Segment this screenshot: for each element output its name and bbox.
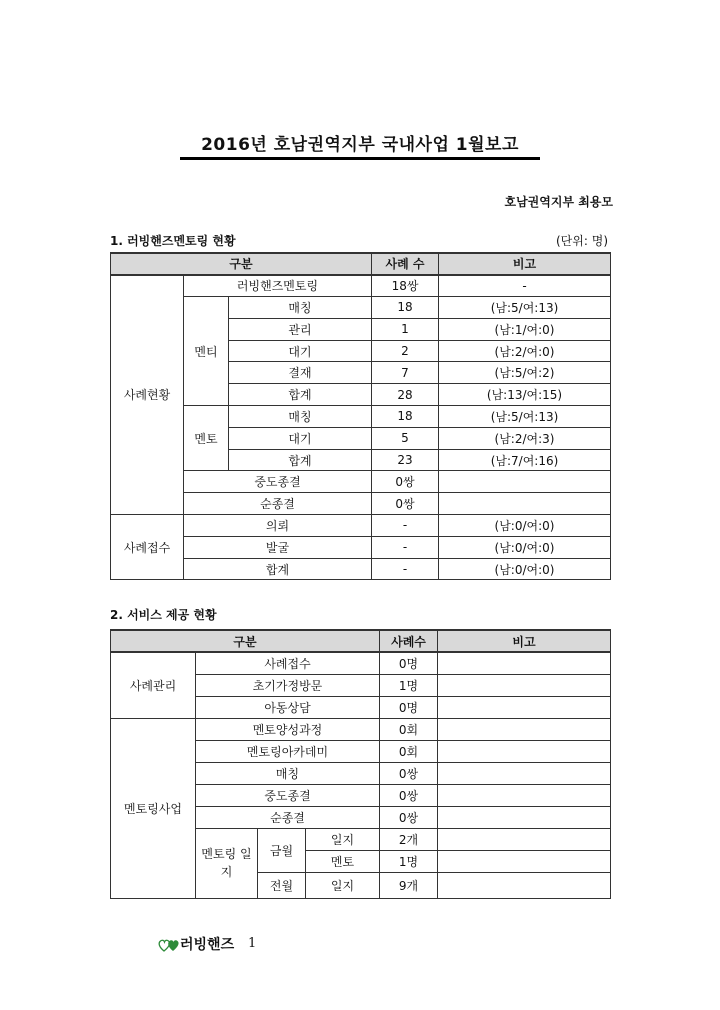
row-note: (남:5/여:2) bbox=[439, 362, 611, 384]
row-count: 2개 bbox=[380, 828, 438, 850]
row-label: 사례접수 bbox=[196, 652, 380, 674]
table-header-row bbox=[111, 630, 611, 652]
row-label: 관리 bbox=[229, 318, 372, 340]
table-row bbox=[111, 275, 611, 297]
row-note: (남:0/여:0) bbox=[439, 558, 611, 580]
table-row bbox=[111, 558, 611, 580]
row-count: 0회 bbox=[380, 718, 438, 740]
row-label: 중도종결 bbox=[184, 471, 372, 493]
row-label: 중도종결 bbox=[196, 784, 380, 806]
table-row bbox=[111, 493, 611, 515]
row-label: 발굴 bbox=[184, 536, 372, 558]
row-note bbox=[438, 740, 611, 762]
row-note bbox=[438, 718, 611, 740]
subgroup-journal: 멘토링 일지 bbox=[196, 828, 258, 898]
row-label: 러빙핸즈멘토링 bbox=[184, 275, 372, 297]
row-note: (남:0/여:0) bbox=[439, 536, 611, 558]
row-label: 결재 bbox=[229, 362, 372, 384]
row-label: 초기가정방문 bbox=[196, 674, 380, 696]
row-label: 순종결 bbox=[184, 493, 372, 515]
page-number: 1 bbox=[248, 936, 257, 951]
row-count: 28 bbox=[372, 384, 439, 406]
subgroup-mentor: 멘토 bbox=[184, 406, 229, 471]
row-count: 23 bbox=[372, 449, 439, 471]
row-count: 0쌍 bbox=[380, 806, 438, 828]
heart-hands-icon bbox=[158, 934, 180, 954]
row-count: 0쌍 bbox=[380, 762, 438, 784]
subgroup-this-month: 금월 bbox=[258, 828, 306, 872]
row-count: 0명 bbox=[380, 652, 438, 674]
subgroup-last-month: 전월 bbox=[258, 872, 306, 898]
row-count: 5 bbox=[372, 427, 439, 449]
row-label: 합계 bbox=[229, 384, 372, 406]
row-label: 일지 bbox=[306, 872, 380, 898]
row-note bbox=[438, 850, 611, 872]
row-note bbox=[439, 471, 611, 493]
row-count: - bbox=[372, 558, 439, 580]
row-count: 18 bbox=[372, 297, 439, 319]
row-count: 1명 bbox=[380, 850, 438, 872]
table-row bbox=[111, 536, 611, 558]
author-line: 호남권역지부 최용모 bbox=[504, 195, 613, 209]
subgroup-mentee: 멘티 bbox=[184, 297, 229, 406]
row-label: 멘토양성과정 bbox=[196, 718, 380, 740]
col-header-category: 구분 bbox=[111, 630, 380, 652]
group-case-status: 사례현황 bbox=[111, 275, 184, 515]
row-note bbox=[438, 806, 611, 828]
row-count: 0쌍 bbox=[380, 784, 438, 806]
table-row bbox=[111, 297, 611, 319]
row-count: 0쌍 bbox=[372, 493, 439, 515]
row-note: - bbox=[439, 275, 611, 297]
col-header-note: 비고 bbox=[439, 253, 611, 275]
title-underline bbox=[180, 157, 540, 160]
row-count: 1 bbox=[372, 318, 439, 340]
table-row bbox=[111, 406, 611, 428]
row-note bbox=[439, 493, 611, 515]
row-count: 9개 bbox=[380, 872, 438, 898]
row-label: 아동상담 bbox=[196, 696, 380, 718]
row-note bbox=[438, 828, 611, 850]
row-note bbox=[438, 674, 611, 696]
row-count: 7 bbox=[372, 362, 439, 384]
row-label: 합계 bbox=[229, 449, 372, 471]
col-header-category: 구분 bbox=[111, 253, 372, 275]
row-label: 합계 bbox=[184, 558, 372, 580]
row-count: 18 bbox=[372, 406, 439, 428]
table-header-row bbox=[111, 253, 611, 275]
row-count: 2 bbox=[372, 340, 439, 362]
row-label: 매칭 bbox=[229, 406, 372, 428]
row-note: (남:0/여:0) bbox=[439, 515, 611, 537]
row-count: 18쌍 bbox=[372, 275, 439, 297]
row-note: (남:2/여:0) bbox=[439, 340, 611, 362]
row-label: 매칭 bbox=[229, 297, 372, 319]
document-title: 2016년 호남권역지부 국내사업 1월보고 bbox=[201, 135, 519, 155]
col-header-count: 사례수 bbox=[380, 630, 438, 652]
row-note: (남:7/여:16) bbox=[439, 449, 611, 471]
table-row bbox=[111, 718, 611, 740]
section1-heading: 1. 러빙핸즈멘토링 현황 bbox=[110, 234, 236, 248]
row-note bbox=[438, 784, 611, 806]
mentoring-status-table bbox=[110, 252, 611, 580]
row-label: 멘토 bbox=[306, 850, 380, 872]
group-case-intake: 사례접수 bbox=[111, 515, 184, 580]
row-note: (남:5/여:13) bbox=[439, 297, 611, 319]
row-note: (남:2/여:3) bbox=[439, 427, 611, 449]
row-note: (남:5/여:13) bbox=[439, 406, 611, 428]
table-row bbox=[111, 515, 611, 537]
col-header-count: 사례 수 bbox=[372, 253, 439, 275]
section2-heading: 2. 서비스 제공 현황 bbox=[110, 608, 217, 622]
row-label: 순종결 bbox=[196, 806, 380, 828]
row-note bbox=[438, 696, 611, 718]
row-note: (남:13/여:15) bbox=[439, 384, 611, 406]
row-note bbox=[438, 762, 611, 784]
row-label: 일지 bbox=[306, 828, 380, 850]
row-label: 대기 bbox=[229, 340, 372, 362]
row-label: 의뢰 bbox=[184, 515, 372, 537]
row-note bbox=[438, 872, 611, 898]
footer-brand: 러빙핸즈 bbox=[180, 937, 235, 953]
group-mentoring: 멘토링사업 bbox=[111, 718, 196, 898]
row-count: - bbox=[372, 536, 439, 558]
row-count: 0회 bbox=[380, 740, 438, 762]
col-header-note: 비고 bbox=[438, 630, 611, 652]
row-count: 0명 bbox=[380, 696, 438, 718]
row-count: - bbox=[372, 515, 439, 537]
table-row bbox=[111, 652, 611, 674]
row-note: (남:1/여:0) bbox=[439, 318, 611, 340]
row-label: 멘토링아카데미 bbox=[196, 740, 380, 762]
row-label: 매칭 bbox=[196, 762, 380, 784]
service-status-table bbox=[110, 629, 611, 899]
section1-unit: (단위: 명) bbox=[556, 234, 608, 248]
row-label: 대기 bbox=[229, 427, 372, 449]
row-note bbox=[438, 652, 611, 674]
group-case-mgmt: 사례관리 bbox=[111, 652, 196, 718]
table-row bbox=[111, 471, 611, 493]
row-count: 1명 bbox=[380, 674, 438, 696]
row-count: 0쌍 bbox=[372, 471, 439, 493]
